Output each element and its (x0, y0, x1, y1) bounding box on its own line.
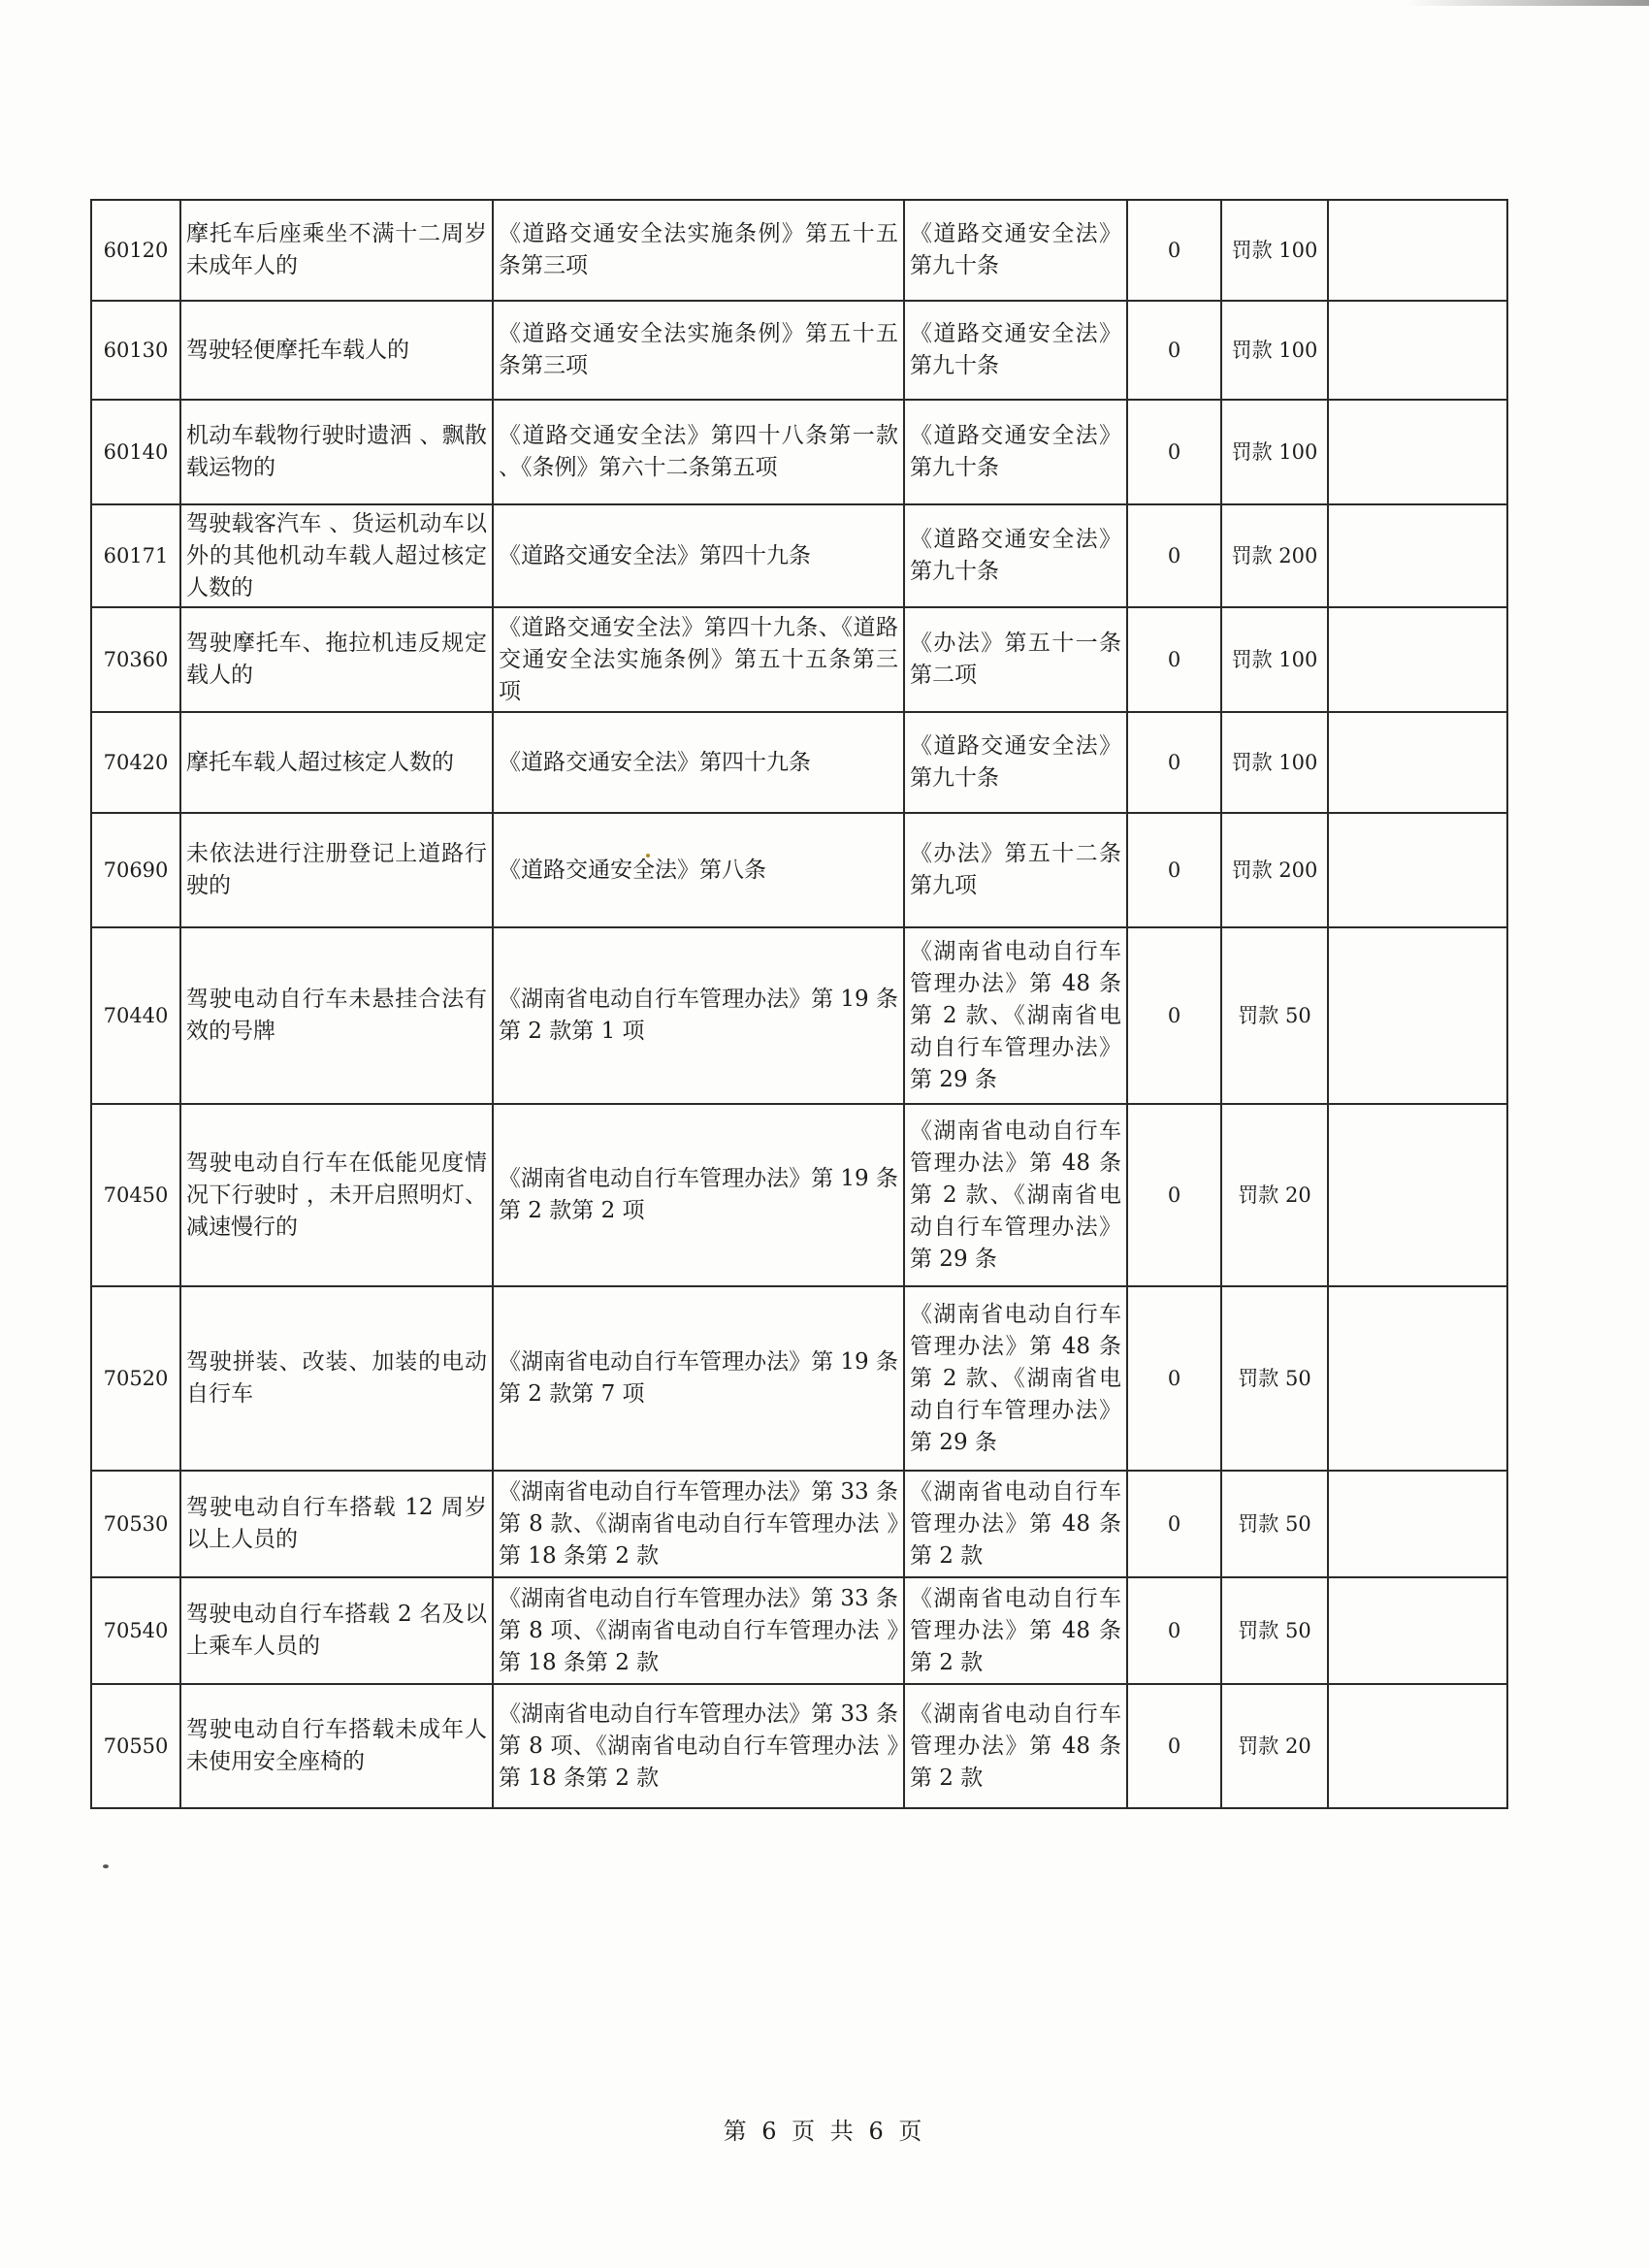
table-row (91, 400, 1507, 504)
row-penalty-basis: 《道路交通安全法》第九十条 (904, 400, 1127, 504)
row-penalty: 罚款 100 (1221, 712, 1328, 813)
row-score: 0 (1127, 1286, 1221, 1471)
row-score: 0 (1127, 813, 1221, 927)
row-remark (1328, 1286, 1507, 1471)
row-score: 0 (1127, 1104, 1221, 1286)
row-violation-basis: 《湖南省电动自行车管理办法》第 33 条第 8 项、《湖南省电动自行车管理办法 》第 18 条第 2 款 (493, 1684, 904, 1808)
row-penalty-basis: 《湖南省电动自行车管理办法》第 48 条第 2 款 (904, 1577, 1127, 1684)
row-description: 驾驶载客汽车 、货运机动车以外的其他机动车载人超过核定人数的 (180, 504, 493, 607)
row-penalty-basis: 《湖南省电动自行车管理办法》第 48 条第 2 款 (904, 1471, 1127, 1577)
table-row (91, 200, 1507, 301)
row-description: 驾驶摩托车、拖拉机违反规定载人的 (180, 607, 493, 712)
table-row (91, 1286, 1507, 1471)
row-code: 70420 (91, 712, 180, 813)
row-code: 70530 (91, 1471, 180, 1577)
row-code: 60120 (91, 200, 180, 301)
row-violation-basis: 《道路交通安全法实施条例》第五十五条第三项 (493, 301, 904, 400)
row-penalty-basis: 《道路交通安全法》第九十条 (904, 712, 1127, 813)
row-violation-basis: 《道路交通安全法实施条例》第五十五条第三项 (493, 200, 904, 301)
row-remark (1328, 1104, 1507, 1286)
row-violation-basis: 《湖南省电动自行车管理办法》第 33 条第 8 项、《湖南省电动自行车管理办法 》第 18 条第 2 款 (493, 1577, 904, 1684)
row-penalty-basis: 《湖南省电动自行车管理办法》第 48 条第 2 款、《湖南省电动自行车管理办法》第 29 条 (904, 927, 1127, 1104)
row-description: 未依法进行注册登记上道路行驶的 (180, 813, 493, 927)
row-score: 0 (1127, 301, 1221, 400)
row-violation-basis: 《湖南省电动自行车管理办法》第 19 条第 2 款第 2 项 (493, 1104, 904, 1286)
penalty-table-body (91, 200, 1507, 1808)
scan-speck (103, 1864, 109, 1868)
table-row (91, 504, 1507, 607)
row-penalty: 罚款 20 (1221, 1684, 1328, 1808)
row-score: 0 (1127, 927, 1221, 1104)
row-violation-basis: 《道路交通安全法》第四十八条第一款 、《条例》第六十二条第五项 (493, 400, 904, 504)
row-remark (1328, 813, 1507, 927)
row-score: 0 (1127, 504, 1221, 607)
row-violation-basis: 《湖南省电动自行车管理办法》第 19 条第 2 款第 1 项 (493, 927, 904, 1104)
row-penalty-basis: 《道路交通安全法》第九十条 (904, 200, 1127, 301)
row-penalty: 罚款 100 (1221, 200, 1328, 301)
row-penalty-basis: 《办法》第五十一条第二项 (904, 607, 1127, 712)
row-penalty: 罚款 200 (1221, 504, 1328, 607)
row-remark (1328, 504, 1507, 607)
row-code: 70520 (91, 1286, 180, 1471)
row-violation-basis: 《道路交通安全法》第四十九条 (493, 712, 904, 813)
table-row (91, 712, 1507, 813)
row-description: 摩托车后座乘坐不满十二周岁未成年人的 (180, 200, 493, 301)
row-remark (1328, 712, 1507, 813)
row-description: 驾驶电动自行车未悬挂合法有效的号牌 (180, 927, 493, 1104)
scan-edge-shadow (1406, 0, 1649, 6)
row-description: 机动车载物行驶时遗洒 、飘散载运物的 (180, 400, 493, 504)
table-row (91, 607, 1507, 712)
penalty-table (90, 199, 1508, 1809)
row-remark (1328, 1577, 1507, 1684)
row-penalty-basis: 《湖南省电动自行车管理办法》第 48 条第 2 款、《湖南省电动自行车管理办法》第 29 条 (904, 1286, 1127, 1471)
row-penalty-basis: 《道路交通安全法》第九十条 (904, 301, 1127, 400)
row-remark (1328, 400, 1507, 504)
row-penalty: 罚款 20 (1221, 1104, 1328, 1286)
row-penalty: 罚款 50 (1221, 1471, 1328, 1577)
row-description: 驾驶电动自行车搭载未成年人未使用安全座椅的 (180, 1684, 493, 1808)
row-penalty-basis: 《湖南省电动自行车管理办法》第 48 条第 2 款、《湖南省电动自行车管理办法》第 29 条 (904, 1104, 1127, 1286)
row-remark (1328, 1684, 1507, 1808)
row-score: 0 (1127, 200, 1221, 301)
row-description: 驾驶拼装、改装、加装的电动自行车 (180, 1286, 493, 1471)
row-penalty: 罚款 100 (1221, 301, 1328, 400)
row-violation-basis: 《湖南省电动自行车管理办法》第 33 条第 8 款、《湖南省电动自行车管理办法 》第 18 条第 2 款 (493, 1471, 904, 1577)
row-violation-basis: 《湖南省电动自行车管理办法》第 19 条第 2 款第 7 项 (493, 1286, 904, 1471)
row-remark (1328, 200, 1507, 301)
row-penalty-basis: 《道路交通安全法》第九十条 (904, 504, 1127, 607)
table-row (91, 1684, 1507, 1808)
row-code: 70690 (91, 813, 180, 927)
row-remark (1328, 927, 1507, 1104)
row-penalty: 罚款 50 (1221, 927, 1328, 1104)
table-row (91, 1104, 1507, 1286)
row-code: 60130 (91, 301, 180, 400)
row-penalty-basis: 《办法》第五十二条第九项 (904, 813, 1127, 927)
row-score: 0 (1127, 1577, 1221, 1684)
row-score: 0 (1127, 1471, 1221, 1577)
row-description: 摩托车载人超过核定人数的 (180, 712, 493, 813)
row-score: 0 (1127, 400, 1221, 504)
row-penalty: 罚款 100 (1221, 607, 1328, 712)
row-violation-basis: 《道路交通安全法》第四十九条、《道路交通安全法实施条例》第五十五条第三项 (493, 607, 904, 712)
row-violation-basis: 《道路交通安全法》第八条 (493, 813, 904, 927)
row-code: 70550 (91, 1684, 180, 1808)
row-description: 驾驶电动自行车搭载 2 名及以上乘车人员的 (180, 1577, 493, 1684)
row-penalty: 罚款 200 (1221, 813, 1328, 927)
table-row (91, 813, 1507, 927)
row-description: 驾驶电动自行车在低能见度情况下行驶时 ，未开启照明灯、 减速慢行的 (180, 1104, 493, 1286)
row-code: 70450 (91, 1104, 180, 1286)
row-remark (1328, 301, 1507, 400)
scan-speck (646, 854, 650, 858)
row-score: 0 (1127, 712, 1221, 813)
row-remark (1328, 1471, 1507, 1577)
row-code: 60140 (91, 400, 180, 504)
row-code: 70440 (91, 927, 180, 1104)
row-penalty: 罚款 50 (1221, 1577, 1328, 1684)
page-number: 第 6 页 共 6 页 (723, 2118, 926, 2145)
row-score: 0 (1127, 607, 1221, 712)
row-code: 70360 (91, 607, 180, 712)
row-penalty: 罚款 50 (1221, 1286, 1328, 1471)
row-description: 驾驶电动自行车搭载 12 周岁以上人员的 (180, 1471, 493, 1577)
table-row (91, 927, 1507, 1104)
row-description: 驾驶轻便摩托车载人的 (180, 301, 493, 400)
row-penalty: 罚款 100 (1221, 400, 1328, 504)
row-violation-basis: 《道路交通安全法》第四十九条 (493, 504, 904, 607)
table-row (91, 301, 1507, 400)
table-row (91, 1577, 1507, 1684)
row-code: 70540 (91, 1577, 180, 1684)
row-score: 0 (1127, 1684, 1221, 1808)
row-code: 60171 (91, 504, 180, 607)
row-penalty-basis: 《湖南省电动自行车管理办法》第 48 条第 2 款 (904, 1684, 1127, 1808)
row-remark (1328, 607, 1507, 712)
table-row (91, 1471, 1507, 1577)
